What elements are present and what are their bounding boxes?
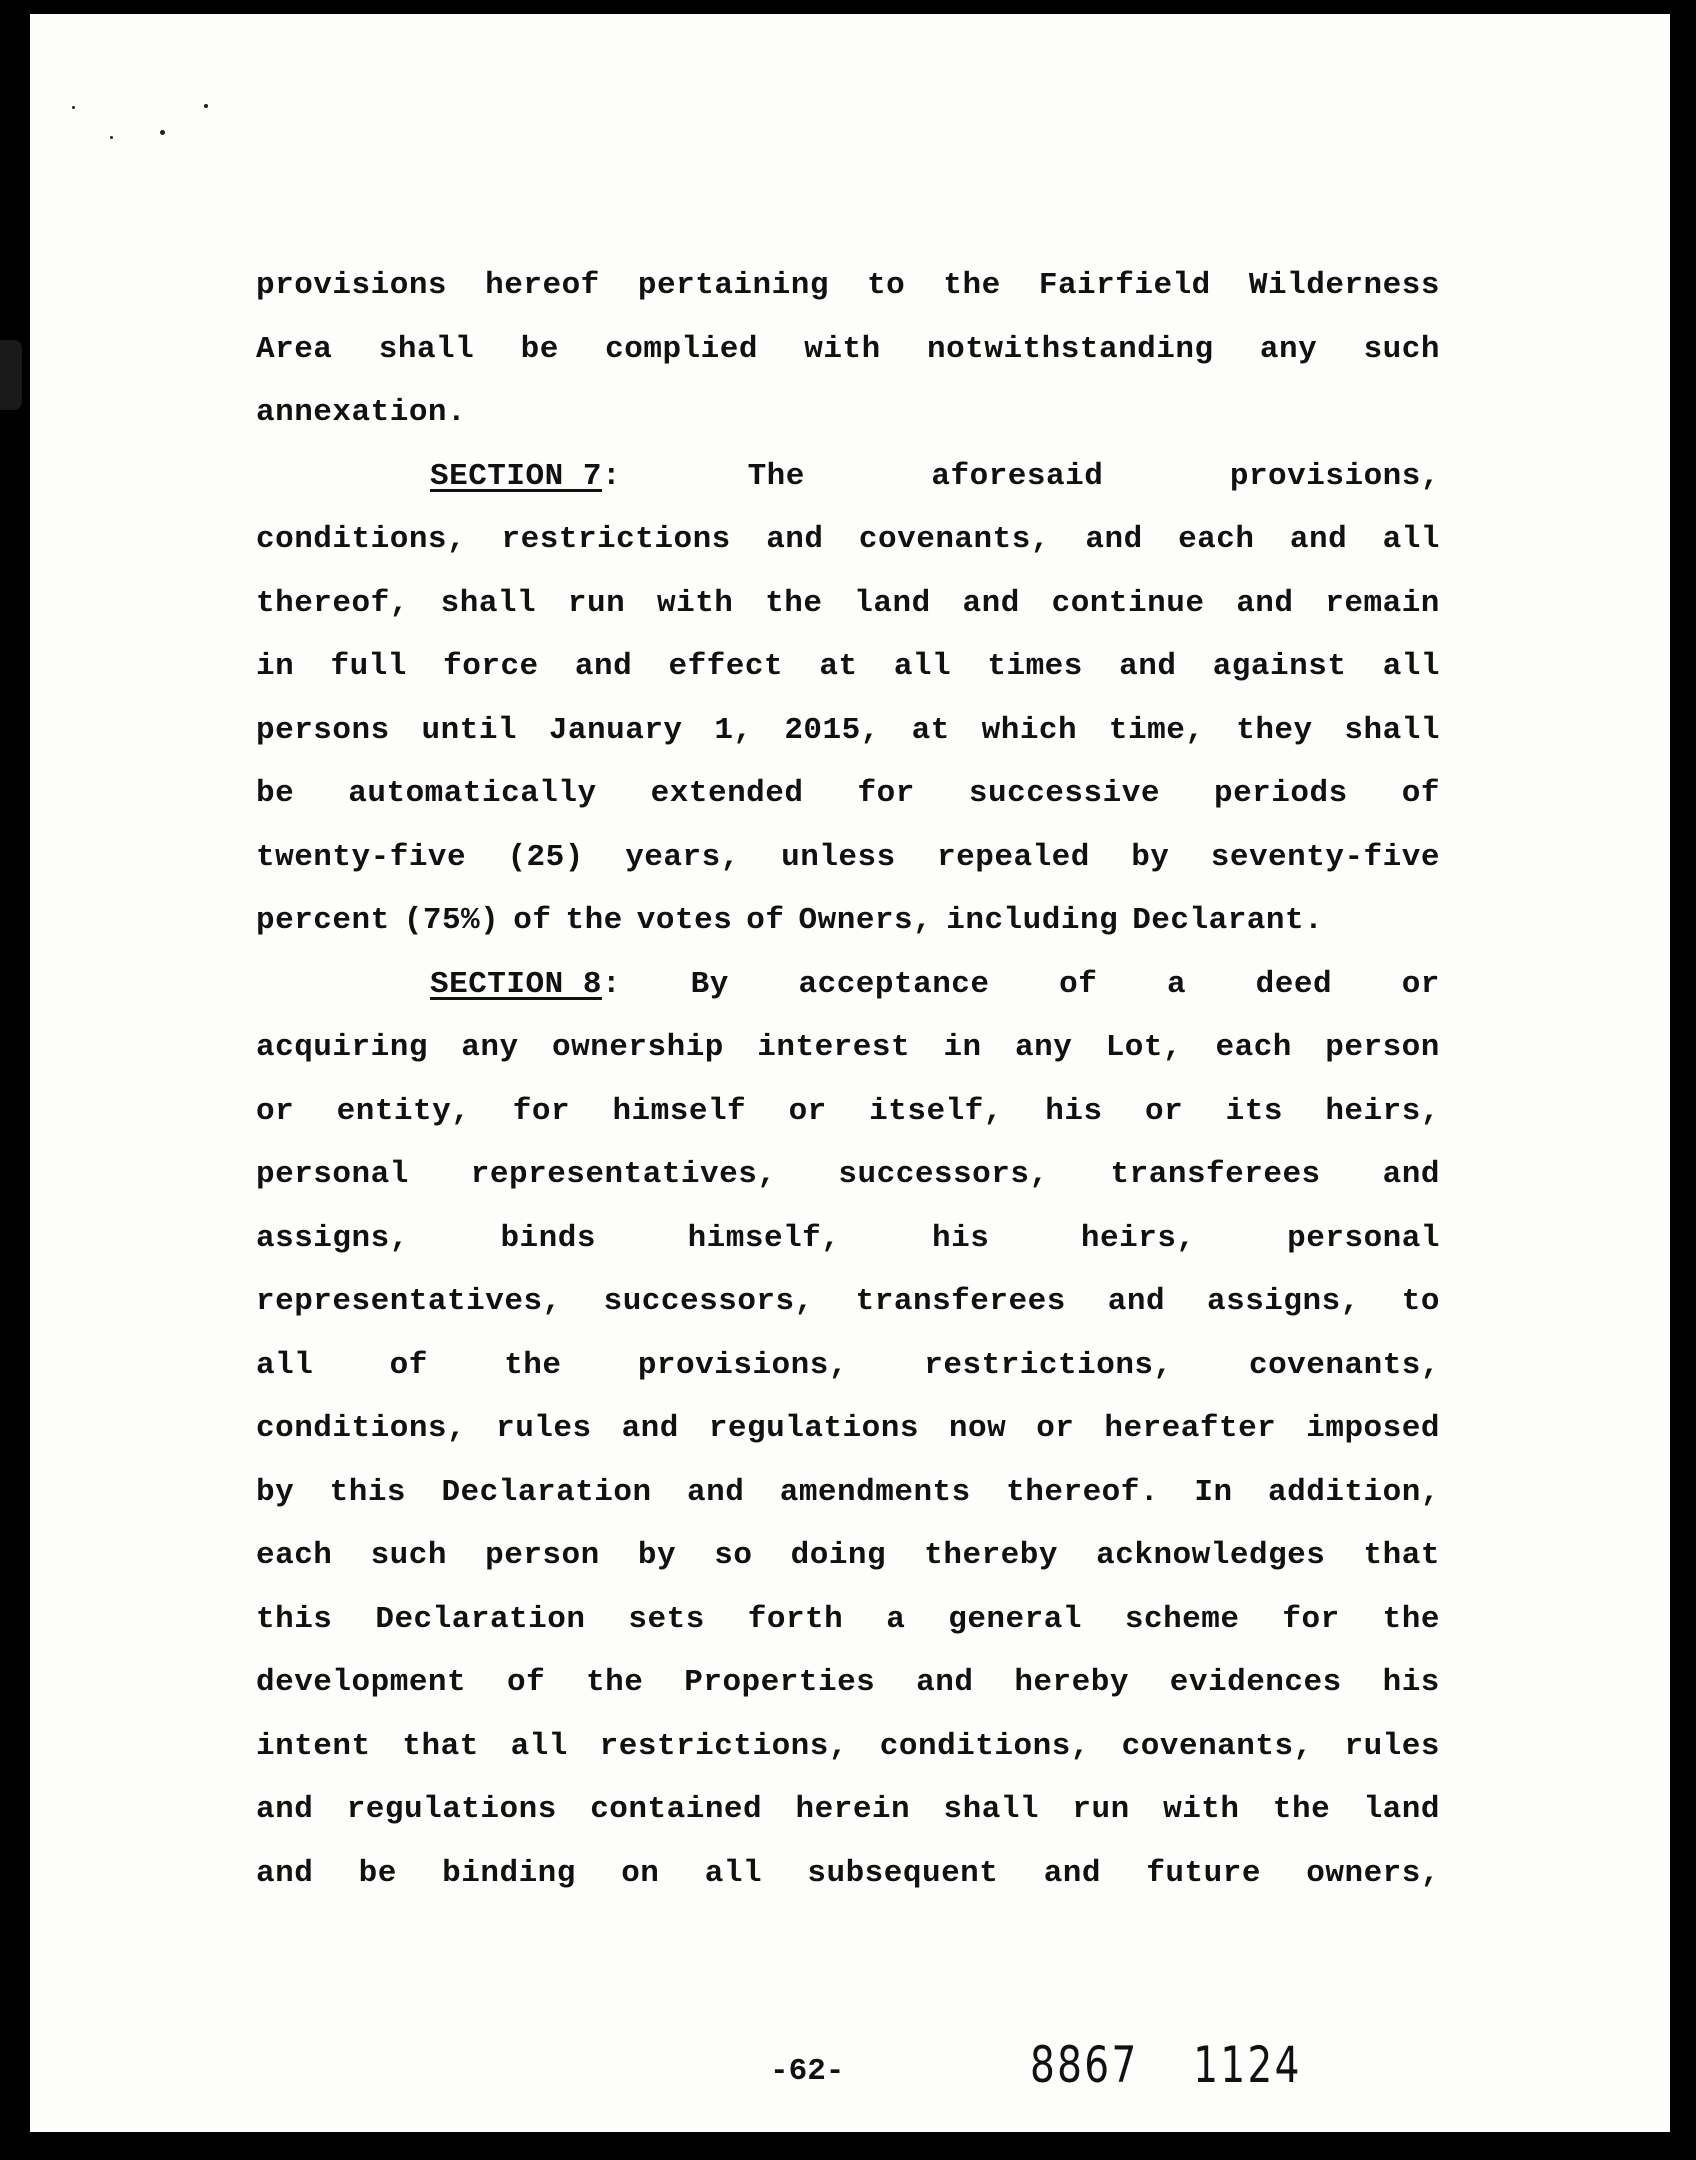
word: shall — [943, 1792, 1040, 1827]
word: thereby — [924, 1538, 1058, 1573]
word: January — [548, 712, 683, 748]
word: Area — [256, 331, 333, 367]
word: be — [256, 776, 295, 811]
text-line — [256, 953, 1440, 1017]
word: the — [943, 268, 1001, 303]
document-page — [30, 14, 1670, 2132]
word: which — [981, 712, 1078, 748]
word: the — [765, 585, 823, 621]
word: all — [510, 1728, 568, 1764]
word: herein — [795, 1792, 911, 1827]
word: conditions, — [256, 522, 467, 557]
word: restrictions, — [599, 1728, 848, 1764]
document-body-text — [256, 254, 1440, 1905]
word: complied — [605, 331, 758, 367]
word: personal — [1287, 1220, 1440, 1256]
word: imposed — [1306, 1411, 1440, 1446]
word: at — [911, 712, 950, 748]
word: and — [1043, 1855, 1102, 1891]
word: binds — [500, 1220, 596, 1256]
word: acceptance — [798, 966, 990, 1002]
word: sets — [628, 1601, 705, 1637]
text-line — [256, 1461, 1440, 1525]
word: 1, — [714, 712, 753, 748]
text-line — [256, 889, 1440, 953]
section-heading: SECTION 7 — [430, 458, 602, 494]
book-number: 8867 — [1030, 2036, 1139, 2094]
scan-speck — [160, 130, 165, 135]
text-line — [256, 1778, 1440, 1842]
word: or — [1401, 966, 1440, 1002]
word: each — [1215, 1030, 1292, 1065]
word: all — [256, 1347, 314, 1383]
word: and — [256, 1855, 314, 1891]
word: or — [256, 1093, 295, 1129]
word: Declaration — [375, 1601, 586, 1637]
word: intent — [256, 1728, 371, 1764]
word: of — [1059, 966, 1098, 1002]
word: conditions, — [256, 1411, 467, 1446]
word: his — [1382, 1665, 1440, 1700]
page-reference: 1124 — [1193, 2036, 1302, 2094]
text-line — [256, 826, 1440, 890]
word: (75%) — [403, 903, 500, 938]
word: heirs, — [1325, 1093, 1440, 1129]
word: shall — [378, 331, 475, 367]
word: and — [574, 649, 633, 684]
word: to — [867, 268, 906, 303]
word: years, — [625, 839, 740, 875]
word: force — [443, 649, 539, 684]
word: himself — [612, 1093, 747, 1129]
text-line — [256, 699, 1440, 763]
text-line — [256, 1651, 1440, 1715]
word: and — [687, 1474, 745, 1510]
word: pertaining — [637, 268, 829, 303]
word: covenants, — [1121, 1728, 1313, 1764]
word: against — [1212, 649, 1347, 684]
word: so — [714, 1538, 753, 1573]
word: until — [421, 712, 518, 748]
word: now — [948, 1411, 1007, 1446]
word: land — [1363, 1792, 1440, 1827]
word: his — [932, 1220, 990, 1256]
word: time, — [1108, 712, 1205, 748]
word: unless — [781, 839, 896, 875]
word: or — [788, 1093, 827, 1129]
word: The — [747, 458, 805, 494]
word: and — [1085, 522, 1143, 557]
word: on — [621, 1855, 660, 1891]
word: shall — [1344, 712, 1440, 748]
word: doing — [790, 1538, 887, 1573]
word: to — [1401, 1284, 1440, 1319]
word: the — [586, 1665, 644, 1700]
word: the — [565, 903, 623, 938]
word: addition, — [1268, 1474, 1440, 1510]
word: By — [690, 966, 729, 1002]
word: notwithstanding — [927, 331, 1214, 367]
text-line — [256, 762, 1440, 826]
word: all — [1382, 522, 1440, 557]
word: and — [256, 1792, 314, 1827]
word: they — [1236, 712, 1313, 748]
word: forth — [747, 1601, 844, 1637]
word: all — [893, 649, 952, 684]
text-line — [256, 1524, 1440, 1588]
word: Owners, — [798, 903, 933, 938]
heading-colon: : — [601, 966, 622, 1002]
text-line — [256, 1207, 1440, 1271]
word: representatives, — [256, 1284, 562, 1319]
word: hereafter — [1104, 1411, 1277, 1446]
word: scheme — [1124, 1601, 1240, 1637]
word: his — [1045, 1093, 1103, 1129]
word: subsequent — [807, 1855, 999, 1891]
word: future — [1146, 1855, 1261, 1891]
word: its — [1225, 1093, 1283, 1129]
word: Properties — [684, 1665, 876, 1700]
word: Fairfield — [1038, 268, 1211, 303]
word: this — [256, 1601, 333, 1637]
word: successive — [968, 776, 1160, 811]
text-line — [256, 1143, 1440, 1207]
word: of — [507, 1665, 546, 1700]
word: acknowledges — [1096, 1538, 1326, 1573]
text-line — [256, 508, 1440, 572]
word: such — [1363, 331, 1440, 367]
text-line — [256, 381, 1440, 445]
word: evidences — [1169, 1665, 1342, 1700]
word: periods — [1213, 776, 1348, 811]
word: a — [1166, 966, 1187, 1002]
word: interest — [757, 1030, 911, 1065]
word: transferees — [1110, 1157, 1321, 1192]
word: of — [746, 903, 785, 938]
word: extended — [650, 776, 804, 811]
text-line — [256, 254, 1440, 318]
word: conditions, — [879, 1728, 1090, 1764]
word: acquiring — [256, 1030, 428, 1065]
word: covenants, — [858, 522, 1050, 557]
word: that — [402, 1728, 479, 1764]
word: regulations — [346, 1792, 557, 1827]
word: transferees — [855, 1284, 1066, 1319]
word: person — [1325, 1030, 1440, 1065]
text-line — [256, 318, 1440, 382]
word: each — [1178, 522, 1255, 557]
text-line — [256, 1270, 1440, 1334]
text-line — [256, 1842, 1440, 1906]
word: and — [1236, 585, 1294, 621]
word: entity, — [336, 1093, 471, 1129]
word: successors, — [838, 1157, 1049, 1192]
word: binding — [442, 1855, 576, 1891]
word: times — [987, 649, 1083, 684]
word: Wilderness — [1248, 268, 1440, 303]
section-heading-label — [430, 445, 621, 509]
word: hereof — [485, 268, 600, 303]
word: each — [256, 1538, 333, 1573]
word: all — [704, 1855, 763, 1891]
word: of — [389, 1347, 428, 1383]
word: any — [1259, 331, 1318, 367]
word: representatives, — [470, 1157, 777, 1192]
word: himself, — [687, 1220, 841, 1256]
word: Declarant. — [1132, 903, 1324, 938]
word: assigns, — [256, 1220, 409, 1256]
word: in — [943, 1030, 982, 1065]
word: general — [948, 1601, 1082, 1637]
word: run — [1072, 1792, 1130, 1827]
word: thereof, — [256, 585, 409, 621]
word: in — [256, 649, 295, 684]
word: twenty-five — [256, 839, 467, 875]
word: all — [1382, 649, 1440, 684]
word: by — [637, 1538, 677, 1573]
word: effect — [668, 649, 784, 684]
word: with — [1163, 1792, 1240, 1827]
section-heading: SECTION 8 — [430, 966, 602, 1002]
word: owners, — [1306, 1855, 1440, 1891]
word: rules — [496, 1411, 592, 1446]
text-line — [256, 572, 1440, 636]
word: full — [330, 649, 407, 684]
word: this — [329, 1474, 407, 1510]
word: and — [962, 585, 1020, 621]
word: any — [1015, 1030, 1073, 1065]
word: votes — [636, 903, 733, 938]
scan-speck — [204, 104, 208, 108]
word: personal — [256, 1157, 409, 1192]
word: persons — [256, 712, 390, 748]
page-number: -62- — [770, 2054, 845, 2089]
word: hereby — [1014, 1665, 1129, 1700]
word: itself, — [869, 1093, 1003, 1129]
text-line — [256, 445, 1440, 509]
word: repealed — [937, 839, 1090, 875]
word: thereof. — [1006, 1474, 1159, 1510]
word: and — [1107, 1284, 1166, 1319]
word: be — [520, 331, 559, 367]
text-line — [256, 1397, 1440, 1461]
word: any — [461, 1030, 519, 1065]
text-line — [256, 1016, 1440, 1080]
scan-speck — [110, 136, 113, 139]
word: provisions — [256, 268, 448, 303]
word: and — [916, 1665, 974, 1700]
word: with — [804, 331, 881, 367]
word: the — [504, 1347, 562, 1383]
word: and — [1382, 1157, 1440, 1192]
word: In — [1194, 1474, 1233, 1510]
word: restrictions — [501, 522, 731, 557]
word: including — [946, 903, 1119, 938]
word: assigns, — [1207, 1284, 1360, 1319]
word: a — [886, 1601, 906, 1637]
word: the — [1382, 1601, 1440, 1637]
word: rules — [1344, 1728, 1440, 1764]
word: percent — [256, 903, 390, 938]
word: aforesaid — [931, 458, 1104, 494]
word: heirs, — [1080, 1220, 1196, 1256]
word: and — [1119, 649, 1177, 684]
word: run — [567, 585, 626, 621]
recording-number — [1030, 2036, 1356, 2094]
text-line — [256, 635, 1440, 699]
word: of — [1401, 776, 1440, 811]
word: person — [485, 1538, 600, 1573]
word: by — [256, 1474, 295, 1510]
word: deed — [1255, 966, 1333, 1002]
word: seventy-five — [1210, 839, 1440, 875]
scan-speck — [72, 106, 75, 109]
scan-margin-mark — [0, 340, 22, 410]
word: annexation. — [256, 395, 467, 430]
word: and — [621, 1411, 679, 1446]
word: Lot, — [1105, 1030, 1183, 1065]
word: of — [513, 903, 552, 938]
word: Declaration — [441, 1474, 652, 1510]
text-line — [256, 1080, 1440, 1144]
word: with — [657, 585, 734, 621]
section-heading-label — [430, 953, 621, 1017]
word: (25) — [507, 839, 584, 875]
word: for — [512, 1093, 571, 1129]
word: regulations — [708, 1411, 919, 1446]
word: 2015, — [784, 712, 880, 748]
word: land — [854, 585, 931, 621]
word: for — [857, 776, 915, 811]
word: or — [1036, 1411, 1075, 1446]
word: amendments — [779, 1474, 971, 1510]
word: provisions, — [1229, 458, 1440, 494]
word: and — [766, 522, 824, 557]
word: shall — [440, 585, 537, 621]
word: be — [358, 1855, 397, 1891]
word: provisions, — [637, 1347, 848, 1383]
word: automatically — [348, 776, 597, 811]
text-line — [256, 1334, 1440, 1398]
word: by — [1131, 839, 1170, 875]
text-line — [256, 1715, 1440, 1779]
word: such — [370, 1538, 447, 1573]
word: restrictions, — [924, 1347, 1173, 1383]
word: covenants, — [1248, 1347, 1440, 1383]
word: the — [1272, 1792, 1331, 1827]
word: or — [1145, 1093, 1184, 1129]
word: at — [819, 649, 858, 684]
word: for — [1282, 1601, 1340, 1637]
word: successors, — [603, 1284, 814, 1319]
word: development — [256, 1665, 467, 1700]
heading-colon: : — [601, 458, 622, 494]
word: and — [1289, 522, 1348, 557]
word: continue — [1051, 585, 1205, 621]
word: that — [1363, 1538, 1440, 1573]
text-line — [256, 1588, 1440, 1652]
word: contained — [590, 1792, 763, 1827]
word: ownership — [551, 1030, 724, 1065]
word: remain — [1325, 585, 1440, 621]
